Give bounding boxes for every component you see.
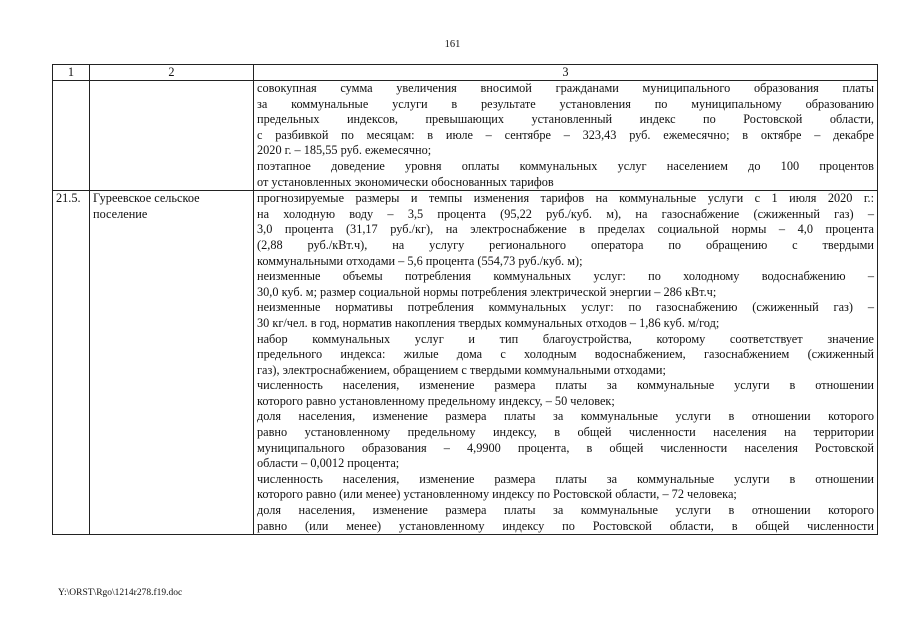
description-line: прогнозируемые размеры и темпы изменения тарифов на коммунальные услуги с 1 июля 2020 г.: (257, 191, 874, 206)
description-line: неизменные объемы потребления коммунальных услуг: по холодному водоснабжению – (257, 269, 874, 284)
description-line: газ), электроснабжением, обращением с твердыми коммунальными отходами; (257, 362, 666, 377)
description-line: численность населения, изменение размера платы за коммунальные услуги в отношении (257, 471, 874, 486)
table-row (53, 191, 878, 535)
description-line: предельных индексов, превышающих установленный индекс по Ростовской области, (257, 112, 874, 127)
description-line: муниципального образования – 4,9900 процента, в общей численности населения Ростовской (257, 440, 874, 455)
settlement-name-cell (90, 81, 254, 191)
description-cell (254, 81, 878, 191)
description-line: которого равно (или менее) установленному индексу по Ростовской области, – 72 человека; (257, 487, 737, 502)
description-line: предельного индекса: жилые дома с холодным водоснабжением, газоснабжением (сжиженный (257, 347, 874, 362)
description-line: совокупная сумма увеличения вносимой гражданами муниципального образования платы (257, 81, 874, 95)
description-line: 3,0 процента (31,17 руб./кг), на электроснабжение в пределах социальной нормы – 4,0 процента (257, 222, 874, 237)
page-number: 161 (444, 39, 461, 50)
row-number-cell (53, 81, 90, 191)
description-line: доля населения, изменение размера платы за коммунальные услуги в отношении которого (257, 503, 874, 518)
description-line: от установленных экономически обоснованных тарифов (257, 174, 554, 189)
description-line: области – 0,0012 процента; (257, 456, 400, 471)
description-line: 30 кг/чел. в год, норматив накопления твердых коммунальных отходов – 1,86 куб. м/год; (257, 315, 720, 330)
row-number-cell: 21.5. (53, 191, 90, 535)
description-line: с разбивкой по месяцам: в июле – сентябре – 323,43 руб. ежемесячно; в октябре – декабре (257, 127, 874, 142)
description-line: на холодную воду – 3,5 процента (95,22 руб./куб. м), на газоснабжение (сжиженный газ) – (257, 206, 874, 221)
table-body (53, 81, 878, 535)
description-line: 30,0 куб. м; размер социальной нормы потребления электрической энергии – 286 кВт.ч; (257, 284, 717, 299)
column-header-3: 3 (254, 65, 878, 81)
table-row (53, 81, 878, 191)
description-line: 2020 г. – 185,55 руб. ежемесячно; (257, 143, 432, 158)
description-line: за коммунальные услуги в результате установления по муниципальному образованию (257, 96, 874, 111)
description-line: доля населения, изменение размера платы за коммунальные услуги в отношении которого (257, 409, 874, 424)
description-cell (254, 191, 878, 535)
table-header-row (53, 65, 878, 81)
file-path-footer: Y:\ORST\Rgo\1214r278.f19.doc (58, 588, 183, 598)
description-line: равно (или менее) установленному индексу по Ростовской области, в общей численности (257, 518, 874, 533)
description-line: которого равно установленному предельному индексу, – 50 человек; (257, 393, 615, 408)
description-line: коммунальными отходами – 5,6 процента (554,73 руб./куб. м); (257, 253, 583, 268)
description-line: поэтапное доведение уровня оплаты коммунальных услуг населением до 100 процентов (257, 158, 874, 173)
document-table (52, 64, 878, 535)
column-header-1: 1 (53, 65, 90, 81)
description-line: (2,88 руб./кВт.ч), на услугу регионального оператора по обращению с твердыми (257, 237, 874, 252)
description-line: численность населения, изменение размера платы за коммунальные услуги в отношении (257, 378, 874, 393)
settlement-name-cell: Гуреевское сельское поселение (90, 191, 254, 535)
description-line: равно установленному предельному индексу, в общей численности населения на территории (257, 425, 874, 440)
column-header-2: 2 (90, 65, 254, 81)
description-line: набор коммунальных услуг и тип благоустройства, которому соответствует значение (257, 331, 874, 346)
description-line: неизменные нормативы потребления коммунальных услуг: по газоснабжению (сжиженный газ) – (257, 300, 874, 315)
